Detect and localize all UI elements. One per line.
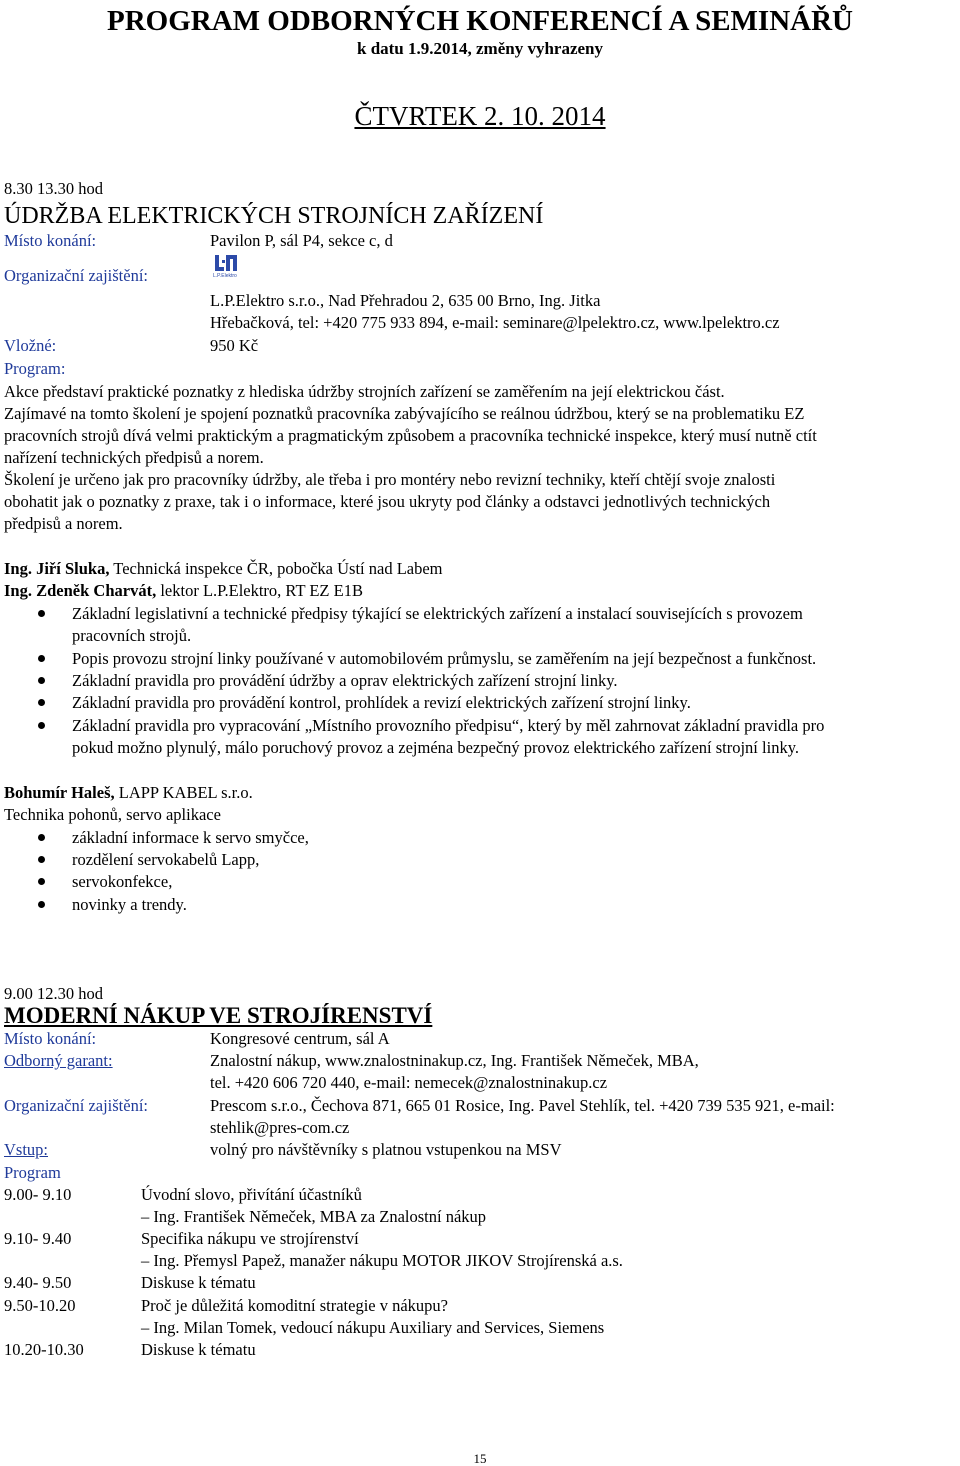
speaker-name: Ing. Jiří Sluka,	[4, 559, 110, 578]
session2-entry-label: Vstup:	[4, 1140, 49, 1159]
page-subtitle: k datu 1.9.2014, změny vyhrazeny	[356, 39, 604, 58]
speaker-org: lektor L.P.Elektro, RT EZ E1B	[156, 581, 363, 600]
lp-elektro-logo	[213, 254, 239, 280]
schedule-speaker: – Ing. Přemysl Papež, manažer nákupu MOTOR JIKOV Strojírenská a.s.	[141, 1251, 623, 1270]
schedule-text: Úvodní slovo, přivítání účastníků	[141, 1185, 362, 1204]
session2-org-label: Organizační zajištění:	[4, 1096, 149, 1115]
speaker-charvat	[4, 581, 363, 601]
schedule-time: 9.40- 9.50	[4, 1273, 72, 1292]
session2-title	[4, 1002, 432, 1030]
topic2-item: novinky a trendy.	[72, 895, 187, 914]
session2-program-label: Program	[4, 1163, 61, 1182]
session2-guarantor-line2: tel. +420 606 720 440, e-mail: nemecek@znalostninakup.cz	[210, 1073, 608, 1092]
session1-venue-label: Místo konání:	[4, 231, 97, 250]
session1-fee: 950 Kč	[210, 336, 259, 355]
session1-program-label: Program:	[4, 359, 66, 378]
schedule-text: Diskuse k tématu	[141, 1340, 256, 1359]
bullet-icon	[38, 856, 45, 863]
speaker-name: Bohumír Haleš,	[4, 783, 115, 802]
session1-time: 8.30 13.30 hod	[4, 179, 103, 198]
session1-venue: Pavilon P, sál P4, sekce c, d	[210, 231, 393, 250]
logo-caption: L.P.Elektro	[213, 273, 237, 279]
session2-time: 9.00 12.30 hod	[4, 984, 103, 1003]
schedule-speaker: – Ing. Milan Tomek, vedoucí nákupu Auxiliary and Services, Siemens	[141, 1318, 605, 1337]
topic-item: Základní pravidla pro vypracování „Místního provozního předpisu“, který by měl zahrnovat základní pravidla pro	[72, 716, 825, 735]
schedule-text: Proč je důležitá komoditní strategie v nákupu?	[141, 1296, 448, 1315]
bullet-icon	[38, 722, 45, 729]
speaker-sluka	[4, 559, 443, 579]
session1-desc-line: předpisů a norem.	[4, 514, 123, 533]
bullet-icon	[38, 901, 45, 908]
topic-item: Základní legislativní a technické předpisy týkající se elektrických zařízení a instalací souvisejících s provozem	[72, 604, 803, 623]
bullet-icon	[38, 610, 45, 617]
schedule-time: 9.10- 9.40	[4, 1229, 72, 1248]
schedule-text: Specifika nákupu ve strojírenství	[141, 1229, 359, 1248]
session1-desc-line: Zajímavé na tomto školení je spojení poznatků pracovníka zabývajícího se reálnou údržbou, který se na problematiku EZ	[4, 404, 805, 423]
session2-guarantor-label: Odborný garant:	[4, 1051, 113, 1070]
session2-guarantor-line1: Znalostní nákup, www.znalostninakup.cz, Ing. František Němeček, MBA,	[210, 1051, 699, 1070]
page-title: PROGRAM ODBORNÝCH KONFERENCÍ A SEMINÁŘŮ	[107, 5, 853, 37]
speaker-name: Ing. Zdeněk Charvát,	[4, 581, 157, 600]
speaker-org: LAPP KABEL s.r.o.	[114, 783, 253, 802]
session2-org-line2: stehlik@pres-com.cz	[210, 1118, 350, 1137]
session1-desc-line: Akce představí praktické poznatky z hlediska údržby strojních zařízení se zaměřením na její elektrickou část.	[4, 382, 725, 401]
bullet-icon	[38, 699, 45, 706]
topic2-item: servokonfekce,	[72, 872, 173, 891]
session2-org-line1: Prescom s.r.o., Čechova 871, 665 01 Rosice, Ing. Pavel Stehlík, tel. +420 739 535 921, e-mail:	[210, 1096, 835, 1115]
topic-item-cont: pokud možno plynulý, málo poruchový provoz a zejména bezpečný provoz elektrického zařízení strojní linky.	[72, 738, 799, 757]
session2-title-text: MODERNÍ NÁKUP VE STROJÍRENSTVÍ	[4, 1003, 433, 1028]
session1-org-label: Organizační zajištění:	[4, 266, 149, 285]
day-heading	[0, 100, 960, 132]
page-number: 15	[473, 1451, 487, 1466]
topic2-item: základní informace k servo smyčce,	[72, 828, 309, 847]
session1-desc-line: pracovních strojů dívá velmi praktickým a pragmatickým způsobem a pracovníka technické inspekce, který musí nutně ctít	[4, 426, 817, 445]
schedule-text: Diskuse k tématu	[141, 1273, 256, 1292]
bullet-icon	[38, 655, 45, 662]
session1-org-line2: Hřebačková, tel: +420 775 933 894, e-mail: seminare@lpelektro.cz, www.lpelektro.cz	[210, 313, 780, 332]
session2-venue-label: Místo konání:	[4, 1029, 97, 1048]
speaker-hales	[4, 783, 253, 803]
schedule-time: 9.00- 9.10	[4, 1185, 72, 1204]
session1-desc-line: nařízení technických předpisů a norem.	[4, 448, 264, 467]
bullet-icon	[38, 677, 45, 684]
session1-org-line1: L.P.Elektro s.r.o., Nad Přehradou 2, 635 00 Brno, Ing. Jitka	[210, 291, 601, 310]
topic-item: Popis provozu strojní linky používané v automobilovém průmyslu, se zaměřením na její bezpečnost a funkčnost.	[72, 649, 817, 668]
session1-fee-label: Vložné:	[4, 336, 57, 355]
schedule-speaker: – Ing. František Němeček, MBA za Znalostní nákup	[141, 1207, 487, 1226]
schedule-time: 9.50-10.20	[4, 1296, 76, 1315]
speaker-org: Technická inspekce ČR, pobočka Ústí nad Labem	[109, 559, 443, 578]
schedule-time: 10.20-10.30	[4, 1340, 84, 1359]
session1-desc-line: Školení je určeno jak pro pracovníky údržby, ale třeba i pro montéry nebo revizní techniky, kteří chtějí svoje znalosti	[4, 470, 776, 489]
session2-venue: Kongresové centrum, sál A	[210, 1029, 390, 1048]
day-heading-text: ČTVRTEK 2. 10. 2014	[354, 101, 606, 131]
bullet-icon	[38, 834, 45, 841]
topic-item: Základní pravidla pro provádění kontrol, prohlídek a revizí elektrických zařízení strojní linky.	[72, 693, 691, 712]
topic2-item: rozdělení servokabelů Lapp,	[72, 850, 260, 869]
topic2-title: Technika pohonů, servo aplikace	[4, 805, 221, 824]
session1-title: ÚDRŽBA ELEKTRICKÝCH STROJNÍCH ZAŘÍZENÍ	[4, 203, 544, 229]
topic-item: Základní pravidla pro provádění údržby a oprav elektrických zařízení strojní linky.	[72, 671, 618, 690]
topic-item-cont: pracovních strojů.	[72, 626, 192, 645]
session2-entry: volný pro návštěvníky s platnou vstupenkou na MSV	[210, 1140, 562, 1159]
session1-desc-line: obohatit jak o poznatky z praxe, tak i o informace, které jsou ukryty pod články a odstavci jednotlivých technických	[4, 492, 771, 511]
bullet-icon	[38, 878, 45, 885]
